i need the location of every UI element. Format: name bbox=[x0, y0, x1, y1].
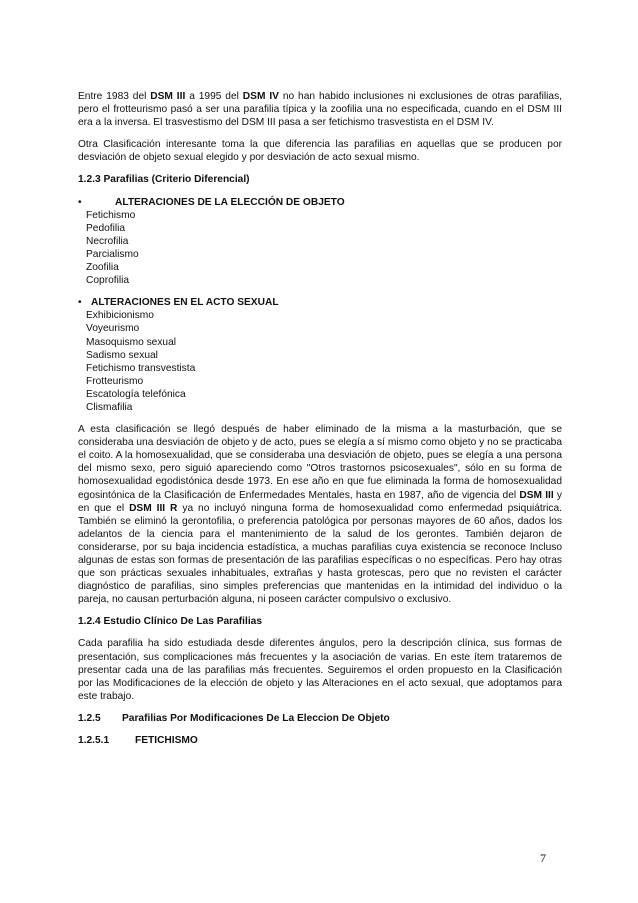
bold-dsm-iv: DSM IV bbox=[242, 91, 279, 102]
bold-dsm-iii: DSM III bbox=[150, 91, 186, 102]
list-item: Pedofilia bbox=[86, 222, 126, 234]
list-item: Necrofilia bbox=[86, 235, 129, 247]
bullet-icon: • bbox=[78, 196, 82, 208]
list-item: Fetichismo transvestista bbox=[86, 362, 196, 374]
bullet-heading bbox=[78, 296, 562, 309]
list-item: Parcialismo bbox=[86, 248, 139, 260]
list-item: Voyeurismo bbox=[86, 323, 140, 335]
list-item: Exhibicionismo bbox=[86, 310, 154, 322]
heading-1-2-5 bbox=[78, 712, 562, 725]
text-run: Entre 1983 del bbox=[78, 91, 151, 102]
list-item: Masoquismo sexual bbox=[86, 336, 177, 348]
paragraph-clinical-study: Cada parafilia ha sido estudiada desde diferentes ángulos, pero la descripción clínica, sus formas de presentación, sus complicaciones más frecuentes y la asociación de varias. En este ítem trataremos de presentar cada una de las parafilias más frecuentes. Seguiremos el orden propuesto en la Clasificación por las Modificaciones de la elección de objeto y las Alteraciones en el acto sexual, que adoptamos para este trabajo. bbox=[78, 638, 562, 702]
group-object-alterations bbox=[78, 196, 562, 288]
object-alterations-list bbox=[78, 209, 562, 288]
text-run: no han habido inclusiones ni exclusiones de otras parafilias, pero el frotteurismo pasó a ser una parafilia típica y la zoofilia una no especificada, cuando en el DSM III era a la inversa. El trasvestismo del DSM III pasa a ser fetichismo trasvestista en el DSM IV. bbox=[78, 91, 562, 129]
text-run: ya no incluyó ninguna forma de homosexualidad como enfermedad psiquiátrica. También se eliminó la gerontofilia, o preferencia patológica por personas mayores de 60 años, dados los adelantos de la ciencia para el mantenimiento de la salud de los gerontes. También dejaron de considerarse, por su baja incidencia estadística, a muchas parafilias cuya existencia se reconoce Incluso algunas de estas son formas de presentación de las parafilias específicas o no específicas. Pero hay otras que son prácticas sexuales inhabituales, extrañas y hasta grotescas, pero que no revisten el carácter diagnóstico de parafilias, sino simples preferencias que mantenidas en la intimidad del individuo o la pareja, no causan perturbación alguna, ni poseen carácter compulsivo o exclusivo. bbox=[78, 502, 563, 606]
group-act-alterations bbox=[78, 296, 562, 414]
act-alterations-list bbox=[78, 309, 562, 414]
text-run: y en que el bbox=[78, 489, 562, 514]
text-run: a 1995 del bbox=[185, 91, 243, 102]
bold-dsm-iii: DSM III bbox=[519, 489, 554, 501]
paragraph-other-classification: Otra Clasificación interesante toma la que diferencia las parafilias en aquellas que se producen por desviación de objeto sexual elegido y por desviación de acto sexual mismo. bbox=[78, 139, 562, 164]
group-title: ALTERACIONES EN EL ACTO SEXUAL bbox=[91, 297, 279, 309]
heading-1-2-4: 1.2.4 Estudio Clínico De Las Parafilias bbox=[78, 616, 263, 628]
paragraph-classification-history bbox=[78, 423, 562, 606]
list-item: Sadismo sexual bbox=[86, 349, 158, 361]
group-title: ALTERACIONES DE LA ELECCIÓN DE OBJETO bbox=[115, 196, 345, 208]
list-item: Clismafilia bbox=[86, 401, 133, 413]
text-run: A esta clasificación se llegó después de haber eliminado de la misma a la masturbación, que se consideraba una desviación de objeto y de acto, pues se elegía a sí mismo como objeto y no se practicaba el coito. A la homosexualidad, que se consideraba una desviación de objeto, pues se elegía a una persona del mismo sexo, pero siguió apareciendo como "Otros trastornos psicosexuales", sólo en su forma de homosexualidad egodistónica desde 1973. En ese año en que fue eliminada la forma de homosexualidad egosintónica de la Clasificación de Enfermedades Mentales, hasta en 1987, año de vigencia del bbox=[78, 424, 562, 501]
list-item: Fetichismo bbox=[86, 209, 136, 221]
heading-title: Parafilias Por Modificaciones De La Eleccion De Objeto bbox=[122, 712, 390, 724]
heading-1-2-5-1 bbox=[78, 734, 562, 747]
page-content bbox=[78, 90, 562, 747]
paragraph-dsm-history bbox=[78, 90, 562, 129]
heading-1-2-3: 1.2.3 Parafilias (Criterio Diferencial) bbox=[78, 174, 250, 186]
bold-dsm-iii-r: DSM III R bbox=[129, 502, 178, 514]
heading-number: 1.2.5.1 bbox=[78, 735, 110, 747]
list-item: Zoofilia bbox=[86, 262, 119, 274]
bullet-heading bbox=[78, 196, 562, 209]
heading-number: 1.2.5 bbox=[78, 712, 101, 724]
bullet-icon: • bbox=[78, 297, 82, 309]
list-item: Escatología telefónica bbox=[86, 388, 186, 400]
heading-title: FETICHISMO bbox=[135, 735, 198, 747]
list-item: Frotteurismo bbox=[86, 375, 144, 387]
page-number: 7 bbox=[540, 851, 546, 865]
list-item: Coprofilia bbox=[86, 275, 130, 287]
